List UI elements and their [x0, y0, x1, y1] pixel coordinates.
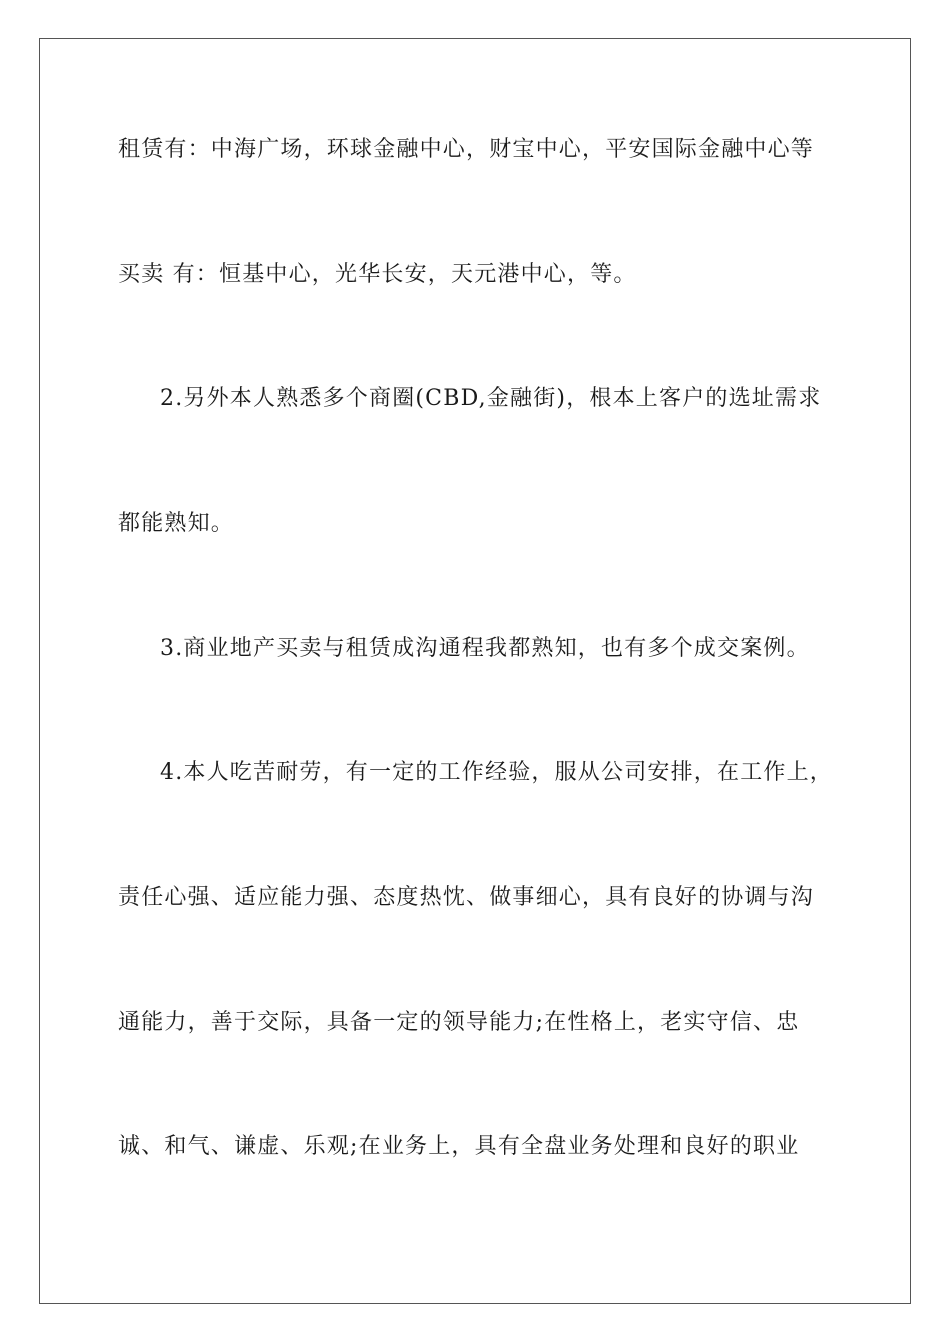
text-line-4: 都能熟知。: [118, 511, 235, 536]
page-frame: [39, 38, 911, 1304]
text-line-3: 2.另外本人熟悉多个商圈(CBD,金融街)，根本上客户的选址需求: [160, 386, 822, 411]
text-line-5: 3.商业地产买卖与租赁成沟通程我都熟知，也有多个成交案例。: [160, 636, 810, 661]
text-line-6: 4.本人吃苦耐劳，有一定的工作经验，服从公司安排，在工作上，: [160, 760, 833, 785]
text-line-8: 通能力，善于交际，具备一定的领导能力;在性格上，老实守信、忠: [118, 1010, 800, 1035]
text-line-7: 责任心强、适应能力强、态度热忱、做事细心，具有良好的协调与沟: [118, 885, 815, 910]
text-line-9: 诚、和气、谦虚、乐观;在业务上，具有全盘业务处理和良好的职业: [118, 1134, 800, 1159]
text-line-1: 租赁有：中海广场，环球金融中心，财宝中心，平安国际金融中心等: [118, 137, 815, 162]
text-line-2: 买卖 有：恒基中心，光华长安，天元港中心，等。: [118, 262, 637, 287]
